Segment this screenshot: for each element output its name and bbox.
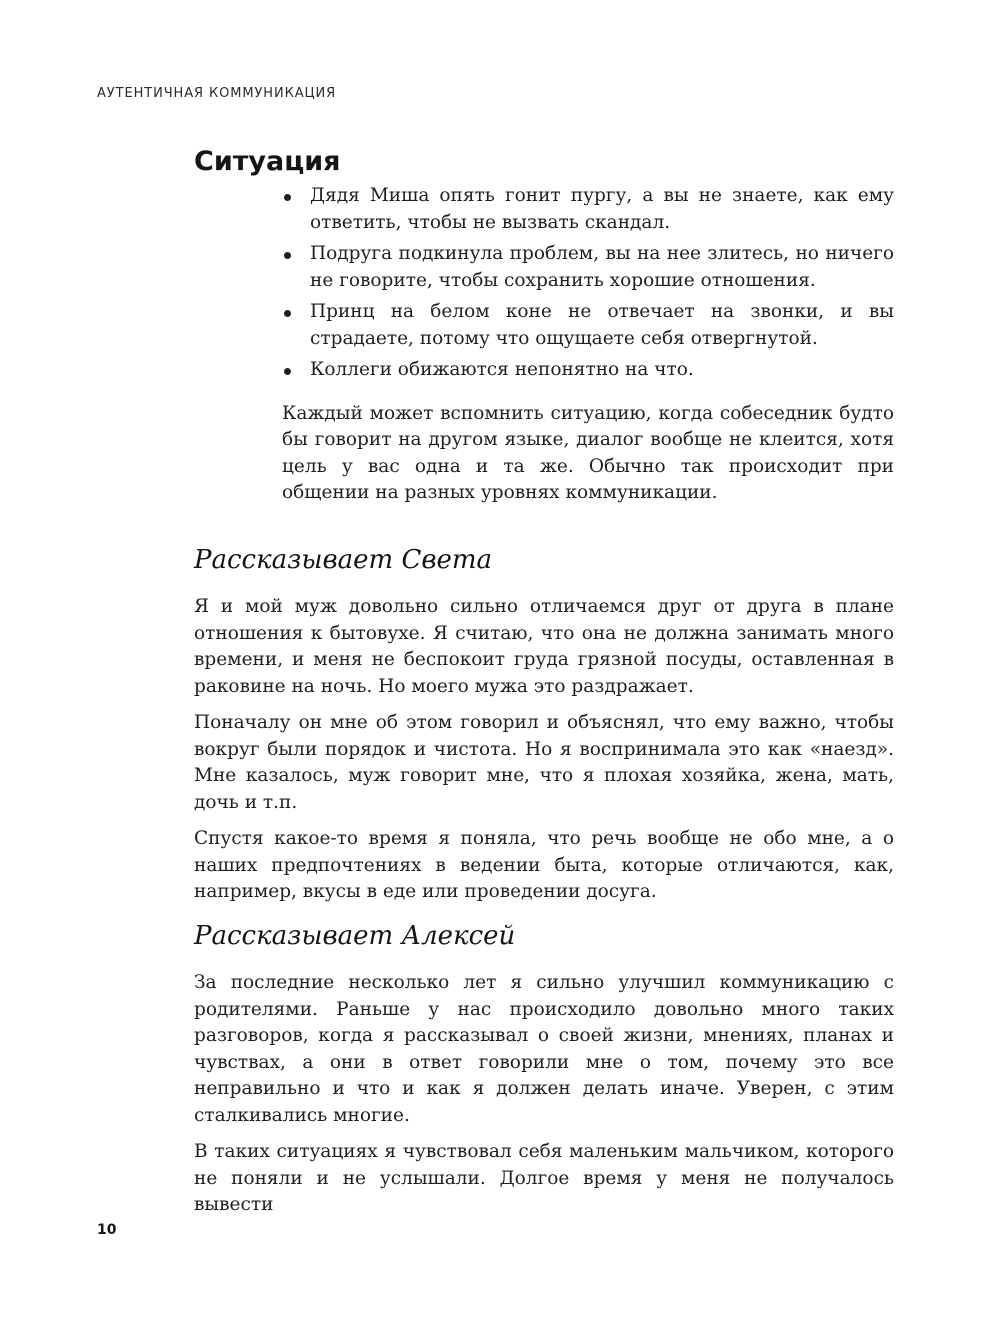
bullet-item (282, 183, 894, 236)
bullet-text: Коллеги обижаются непонятно на что. (310, 359, 694, 380)
story-paragraph: Спустя какое-то время я поняла, что речь вообще не обо мне, а о наших предпочтениях в ведении быта, которые отличаются, как, например, вкусы в еде или проведении досуга. (194, 828, 894, 902)
situation-bullet-list (282, 183, 894, 384)
bullet-dot-icon (284, 252, 291, 259)
bullet-text: Дядя Миша опять гонит пургу, а вы не знаете, как ему ответить, чтобы не вызвать скандал. (310, 185, 894, 233)
bullet-dot-icon (284, 310, 291, 317)
story-sveta (194, 542, 894, 916)
page-number: 10 (97, 1222, 117, 1238)
situation-block (282, 183, 894, 517)
story-paragraph: В таких ситуациях я чувствовал себя маленьким мальчиком, которого не поняли и не услышали. Долгое время у меня не получалось вывести (194, 1141, 894, 1215)
situation-paragraph: Каждый может вспомнить ситуацию, когда собеседник будто бы говорит на другом языке, диалог вообще не клеится, хотя цель у вас одна и та же. Обычно так происходит при общении на разных уровнях коммуникации. (282, 402, 894, 503)
story-paragraph: За последние несколько лет я сильно улучшил коммуникацию с родителями. Раньше у нас происходило довольно много таких разговоров, когда я рассказывал о своей жизни, мнениях, планах и чувствах, а они в ответ говорили мне о том, почему это все неправильно и что и как я должен делать иначе. Уверен, с этим сталкивались многие. (194, 972, 894, 1126)
story-paragraph: Поначалу он мне об этом говорил и объяснял, что ему важно, чтобы вокруг были порядок и чистота. Но я воспринимала это как «наезд». Мне казалось, муж говорит мне, что я плохая хозяйка, жена, мать, дочь и т.п. (194, 712, 894, 813)
bullet-item (282, 299, 894, 352)
bullet-item (282, 357, 894, 384)
running-header: АУТЕНТИЧНАЯ КОММУНИКАЦИЯ (97, 86, 337, 101)
bullet-text: Подруга подкинула проблем, вы на нее злитесь, но ничего не говорите, чтобы сохранить хорошие отношения. (310, 243, 894, 291)
bullet-dot-icon (284, 368, 291, 375)
story-aleksey (194, 918, 894, 1229)
bullet-text: Принц на белом коне не отвечает на звонки, и вы страдаете, потому что ощущаете себя отвергнутой. (310, 301, 894, 349)
story-heading-sveta: Рассказывает Света (194, 545, 493, 575)
bullet-item (282, 241, 894, 294)
story-paragraph: Я и мой муж довольно сильно отличаемся друг от друга в плане отношения к бытовухе. Я считаю, что она не должна занимать много времени, и меня не беспокоит груда грязной посуды, оставленная в раковине на ночь. Но моего мужа это раздражает. (194, 596, 894, 697)
story-heading-aleksey: Рассказывает Алексей (194, 921, 516, 951)
bullet-dot-icon (284, 194, 291, 201)
section-heading-situation: Ситуация (194, 146, 341, 177)
